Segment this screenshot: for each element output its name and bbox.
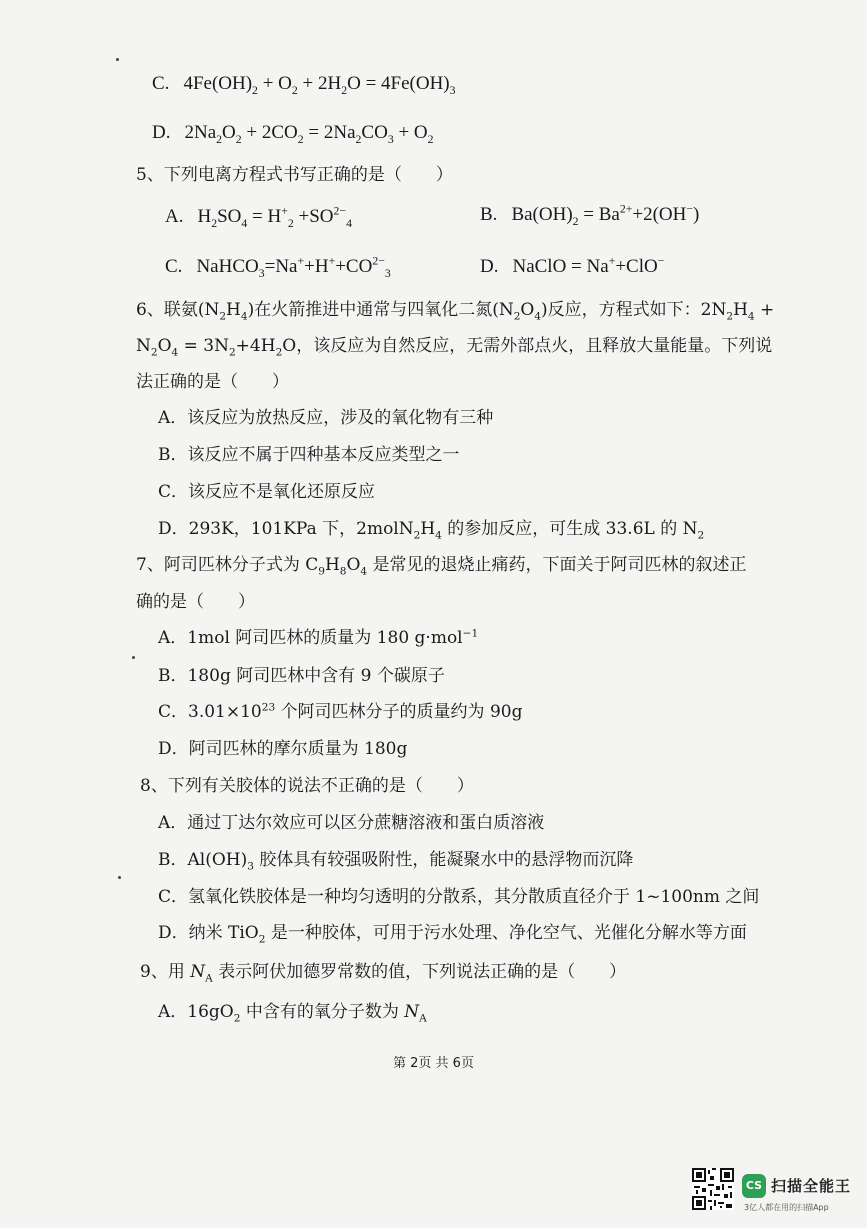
q8-option-d: D．纳米 TiO$_2$ 是一种胶体，可用于污水处理、净化空气、光催化分解水等方面 bbox=[158, 923, 747, 946]
q5-option-d-label: D. bbox=[480, 256, 499, 277]
q8-option-c: C．氢氧化铁胶体是一种均匀透明的分散系，其分散质直径介于 1~100nm 之间 bbox=[158, 887, 760, 907]
q5-option-d bbox=[480, 255, 664, 279]
q7-option-c: C．$3.01\times 10^{23}$ 个阿司匹林分子的质量约为 90g bbox=[158, 701, 523, 722]
q5-option-c-formula: $NaHCO_3=Na^++H^++CO^{2-}_3$ bbox=[196, 254, 391, 280]
scan-speck bbox=[118, 876, 121, 879]
q5-option-a-label: A. bbox=[165, 206, 184, 227]
q6-option-d: D．293K，101KPa 下，$2molN_2H_4$ 的参加反应，可生成 33.6L 的 $N_2$ bbox=[158, 519, 705, 542]
q4-option-c bbox=[152, 72, 456, 96]
watermark-tagline: 3亿人都在用的扫描App bbox=[744, 1203, 829, 1212]
q6-option-a: A．该反应为放热反应，涉及的氧化物有三种 bbox=[158, 408, 494, 428]
q5-option-b bbox=[480, 203, 699, 227]
q6-stem-line-1: 6、联氨$(N_2H_4)$在火箭推进中通常与四氧化二氮$(N_2O_4)$反应，方程式如下：$2N_2H_4$ + bbox=[136, 300, 775, 323]
scan-speck bbox=[116, 58, 119, 61]
q7-option-a: A．1mol 阿司匹林的质量为 180 g·mol$^{-1}$ bbox=[158, 627, 479, 648]
q6-option-b: B．该反应不属于四种基本反应类型之一 bbox=[158, 445, 460, 465]
q5-option-b-formula: $Ba(OH)_2 = Ba^{2+}+2(OH^-)$ bbox=[511, 202, 700, 228]
scanner-watermark bbox=[692, 1168, 862, 1224]
q4-option-c-label: C. bbox=[152, 73, 170, 94]
q7-option-b: B．180g 阿司匹林中含有 9 个碳原子 bbox=[158, 666, 445, 686]
q5-stem: 5、下列电离方程式书写正确的是（ ） bbox=[136, 165, 453, 185]
q8-option-b: B．$Al(OH)_3$ 胶体具有较强吸附性，能凝聚水中的悬浮物而沉降 bbox=[158, 850, 634, 873]
q5-option-a bbox=[165, 205, 352, 229]
q8-option-a: A．通过丁达尔效应可以区分蔗糖溶液和蛋白质溶液 bbox=[158, 813, 545, 833]
q6-stem-line-3: 法正确的是（ ） bbox=[136, 372, 289, 392]
q4-option-d-formula: $2Na_2O_2 + 2CO_2 = 2Na_2CO_3 + O_2$ bbox=[184, 122, 434, 146]
q9-stem: 9、用 $N_A$ 表示阿伏加德罗常数的值，下列说法正确的是（ ） bbox=[140, 962, 627, 985]
q9-option-a: A．$16gO_2$ 中含有的氧分子数为 $N_A$ bbox=[158, 1002, 427, 1025]
q5-option-c bbox=[165, 255, 391, 279]
scan-speck bbox=[132, 656, 135, 659]
watermark-brand: 扫描全能王 bbox=[771, 1177, 852, 1195]
q7-stem-line-1: 7、阿司匹林分子式为 $C_9H_8O_4$ 是常见的退烧止痛药，下面关于阿司匹林的叙述正 bbox=[136, 555, 747, 578]
q4-option-d-label: D. bbox=[152, 122, 171, 143]
q8-stem: 8、下列有关胶体的说法不正确的是（ ） bbox=[140, 776, 474, 796]
q5-option-d-formula: NaClO = Na++ClO− bbox=[512, 254, 665, 277]
q7-stem-line-2: 确的是（ ） bbox=[136, 592, 255, 612]
q4-option-c-formula: $4Fe(OH)_2 + O_2 + 2H_2O = 4Fe(OH)_3$ bbox=[183, 73, 456, 97]
q5-option-b-label: B. bbox=[480, 204, 498, 225]
page-number: 第 2页 共 6页 bbox=[393, 1056, 474, 1071]
q6-option-c: C．该反应不是氧化还原反应 bbox=[158, 482, 376, 502]
q5-option-c-label: C. bbox=[165, 256, 183, 277]
q5-option-a-formula: $H_2SO_4 = H^+_2 +SO^{2-}_4$ bbox=[197, 204, 352, 230]
q4-option-d bbox=[152, 121, 434, 145]
camscanner-logo-icon: CS bbox=[742, 1174, 766, 1198]
q7-option-d: D．阿司匹林的摩尔质量为 180g bbox=[158, 739, 408, 759]
q6-stem-line-2: $N_2O_4 = 3N_2+4H_2O$，该反应为自然反应，无需外部点火，且释放大量能量。下列说 bbox=[136, 336, 773, 359]
qr-code-icon bbox=[692, 1168, 734, 1210]
